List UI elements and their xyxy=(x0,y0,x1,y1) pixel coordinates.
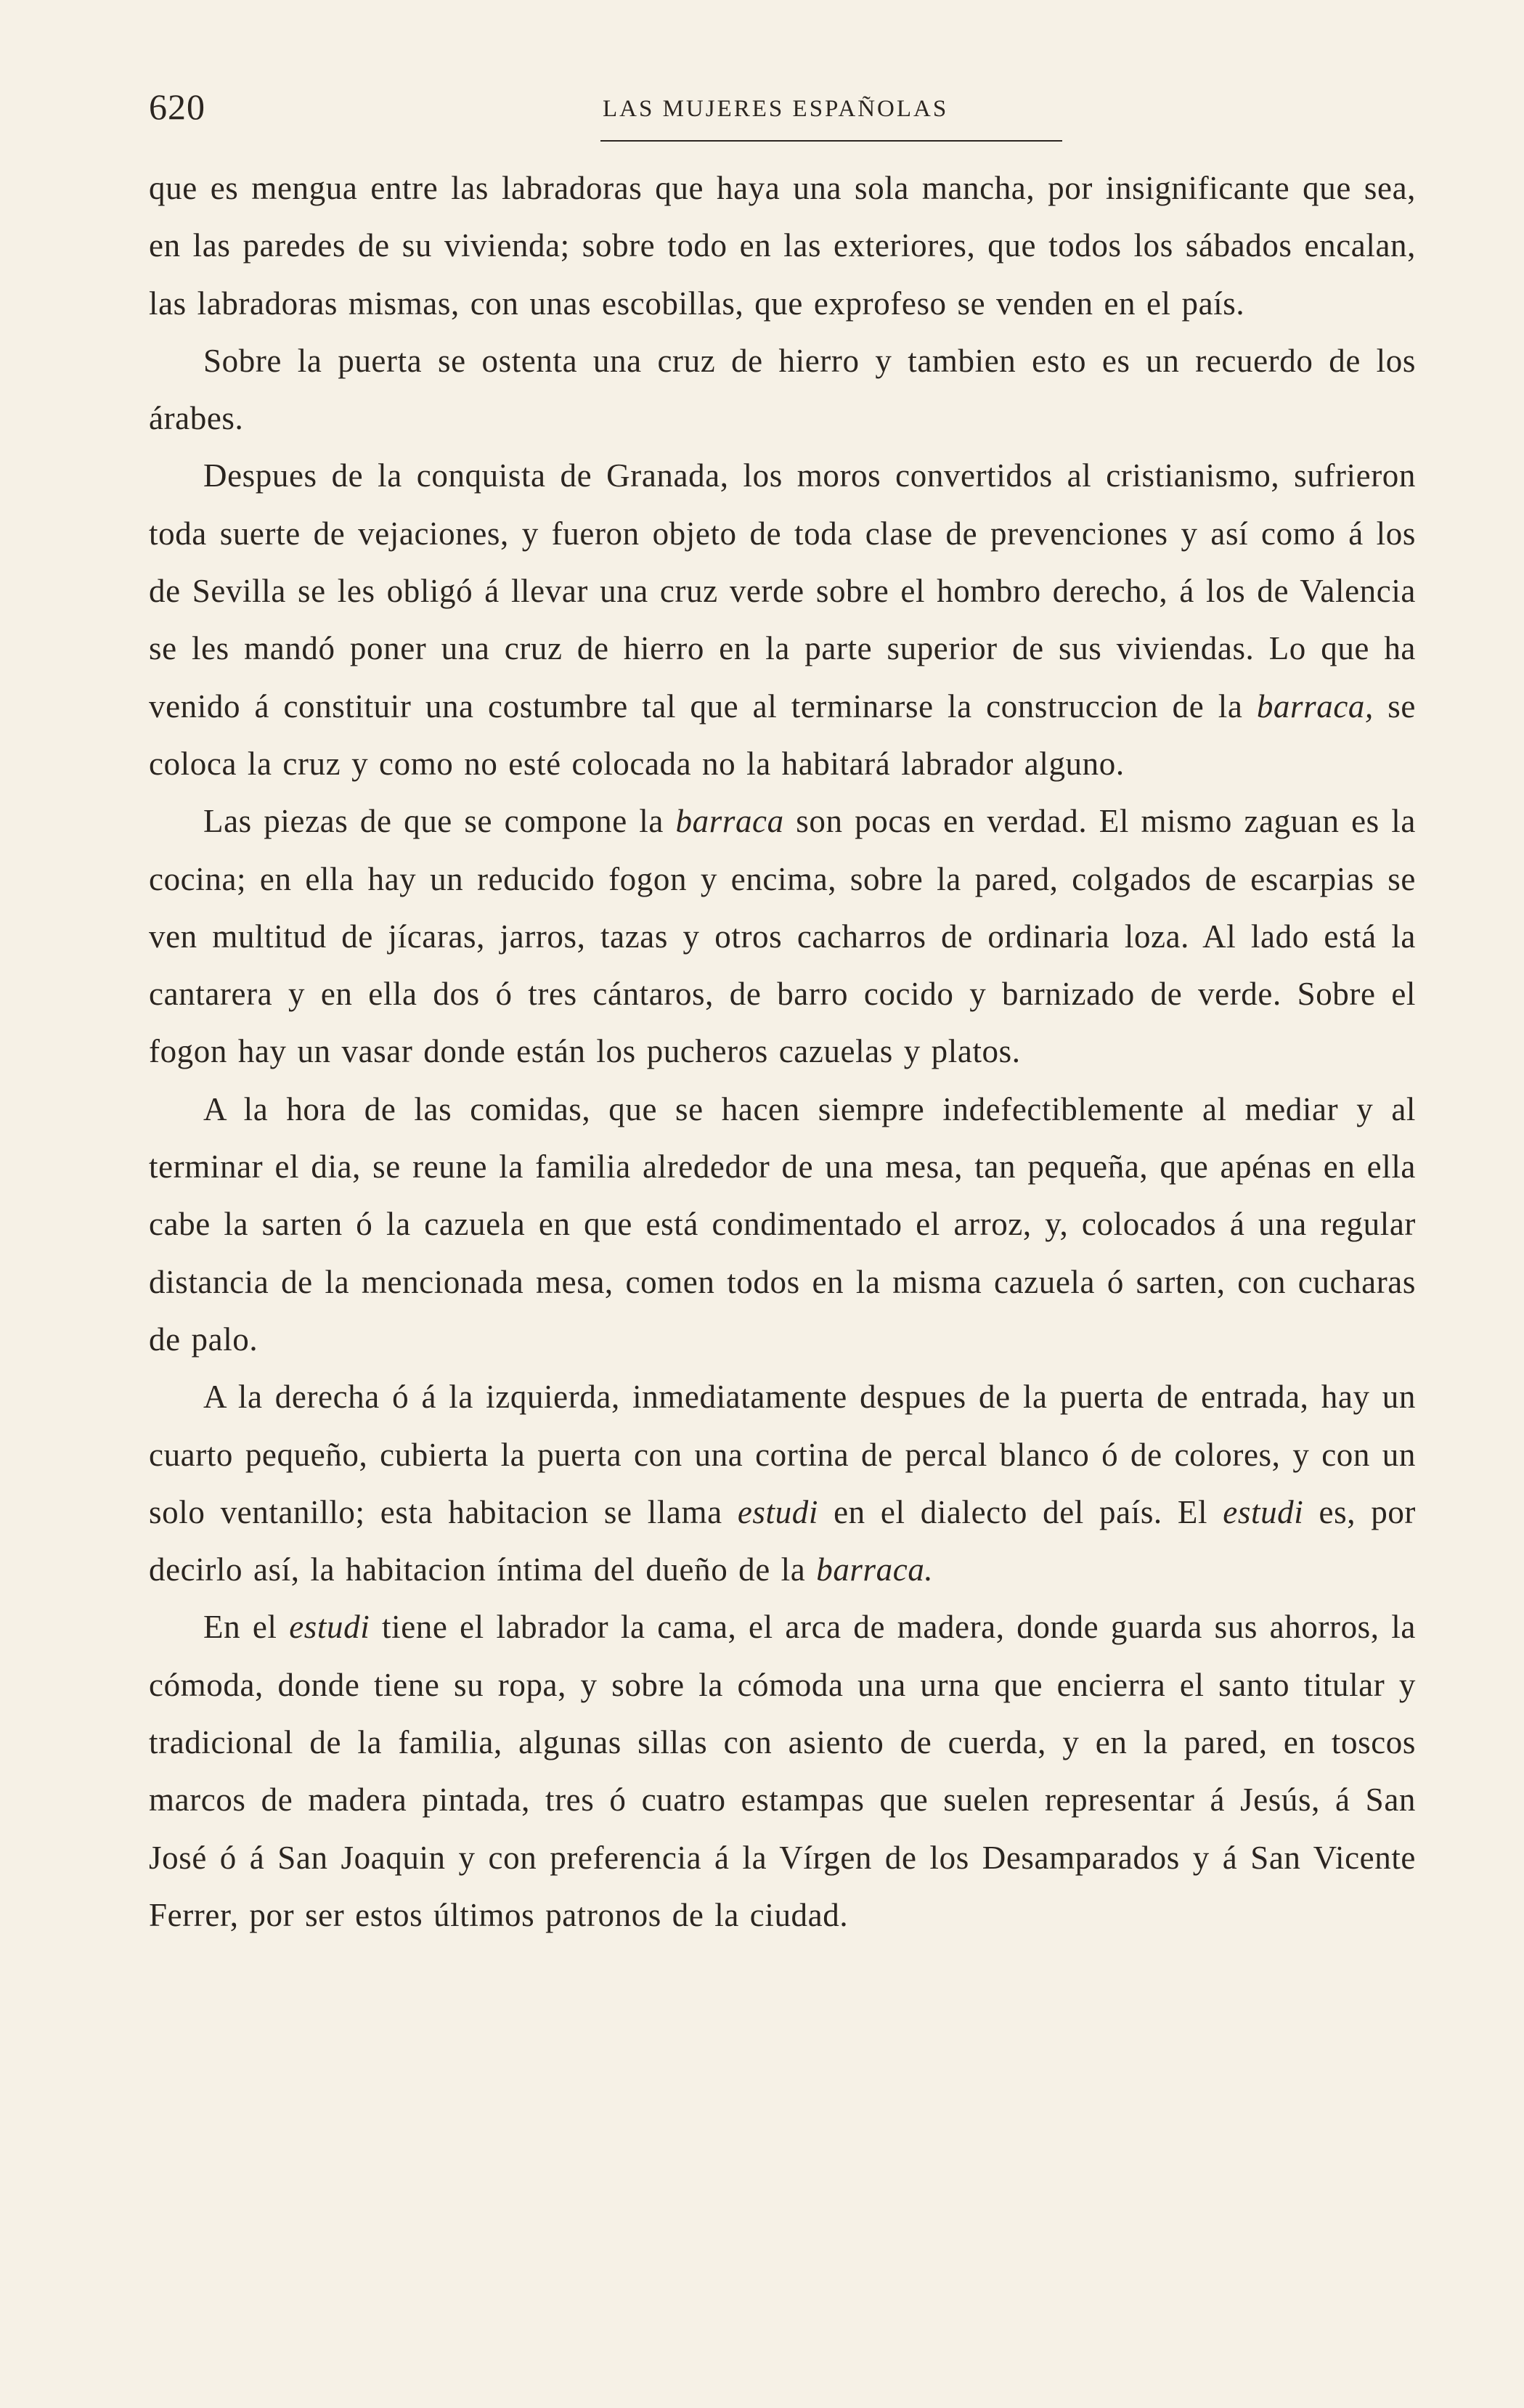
text-run: se coloca la cruz y como no esté colocada no la habitará labrador alguno. xyxy=(149,687,1416,782)
italic-term: estudi xyxy=(289,1609,370,1646)
text-run: En el xyxy=(203,1609,290,1646)
paragraph xyxy=(149,447,1416,793)
text-run: en el dialecto del país. El xyxy=(818,1493,1223,1530)
header-rule xyxy=(600,140,1062,142)
page-number: 620 xyxy=(149,86,205,127)
text-run: A la hora de las comidas, que se hacen siempre indefectiblemente al mediar y al terminar el dia, se reune la familia alrededor de una mesa, tan pequeña, que apénas en ella cabe la sarten ó la cazuela en que está condimentado el arroz, y, colocados á una regular distancia de la mencionada mesa, comen todos en la misma cazuela ó sarten, con cucharas de palo. xyxy=(149,1090,1416,1358)
text-run: tiene el labrador la cama, el arca de madera, donde guarda sus ahorros, la cómoda, donde tiene su ropa, y sobre la cómoda una urna que encierra el santo titular y tradicional de la familia, algunas sillas con asiento de cuerda, y en la pared, en toscos marcos de madera pintada, tres ó cuatro estampas que suelen representar á Jesús, á San José ó á San Joaquin y con preferencia á la Vírgen de los Desamparados y á San Vicente Ferrer, por ser estos últimos patronos de la ciudad. xyxy=(149,1609,1416,1933)
text-run: es, por decirlo así, la habitacion íntima del dueño de la xyxy=(149,1493,1417,1588)
text-run: Despues de la conquista de Granada, los moros convertidos al cristianismo, sufrieron toda suerte de vejaciones, y fueron objeto de toda clase de prevenciones y así como á los de Sevilla se les obligó á llevar una cruz verde sobre el hombro derecho, á los de Valencia se les mandó poner una cruz de hierro en la parte superior de sus viviendas. Lo que ha venido á constituir una costumbre tal que al terminarse la construccion de la xyxy=(149,457,1416,725)
italic-term: barraca. xyxy=(816,1551,934,1588)
paragraph xyxy=(149,1599,1416,1944)
italic-term: barraca xyxy=(675,803,784,840)
paragraph xyxy=(149,1081,1416,1368)
running-title: LAS MUJERES ESPAÑOLAS xyxy=(603,96,949,122)
paragraph xyxy=(149,793,1416,1080)
text-run: son pocas en verdad. El mismo zaguan es la cocina; en ella hay un reducido fogon y encima, sobre la pared, colgados de escarpias se ven multitud de jícaras, jarros, tazas y otros cacharros de ordinaria loza. Al lado está la cantarera y en ella dos ó tres cántaros, de barro cocido y barnizado de verde. Sobre el fogon hay un vasar donde están los pucheros cazuelas y platos. xyxy=(149,803,1416,1070)
text-run: que es mengua entre las labradoras que haya una sola mancha, por insignificante que sea, en las paredes de su vivienda; sobre todo en las exteriores, que todos los sábados encalan, las labradoras mismas, con unas escobillas, que exprofeso se venden en el país. xyxy=(149,170,1416,322)
paragraph xyxy=(149,332,1416,448)
paragraph xyxy=(149,160,1416,332)
italic-term: barraca, xyxy=(1256,687,1374,725)
text-run: Sobre la puerta se ostenta una cruz de hierro y tambien esto es un recuerdo de los árabes. xyxy=(149,342,1416,437)
paragraph xyxy=(149,1368,1416,1599)
body-text xyxy=(149,160,1416,1944)
italic-term: estudi xyxy=(737,1493,818,1530)
text-run: Las piezas de que se compone la xyxy=(203,803,676,840)
text-run: A la derecha ó á la izquierda, inmediatamente despues de la puerta de entrada, hay un cuarto pequeño, cubierta la puerta con una cortina de percal blanco ó de colores, y con un solo ventanillo; esta habitacion se llama xyxy=(149,1379,1416,1530)
italic-term: estudi xyxy=(1223,1493,1304,1530)
page-header xyxy=(149,86,1412,144)
